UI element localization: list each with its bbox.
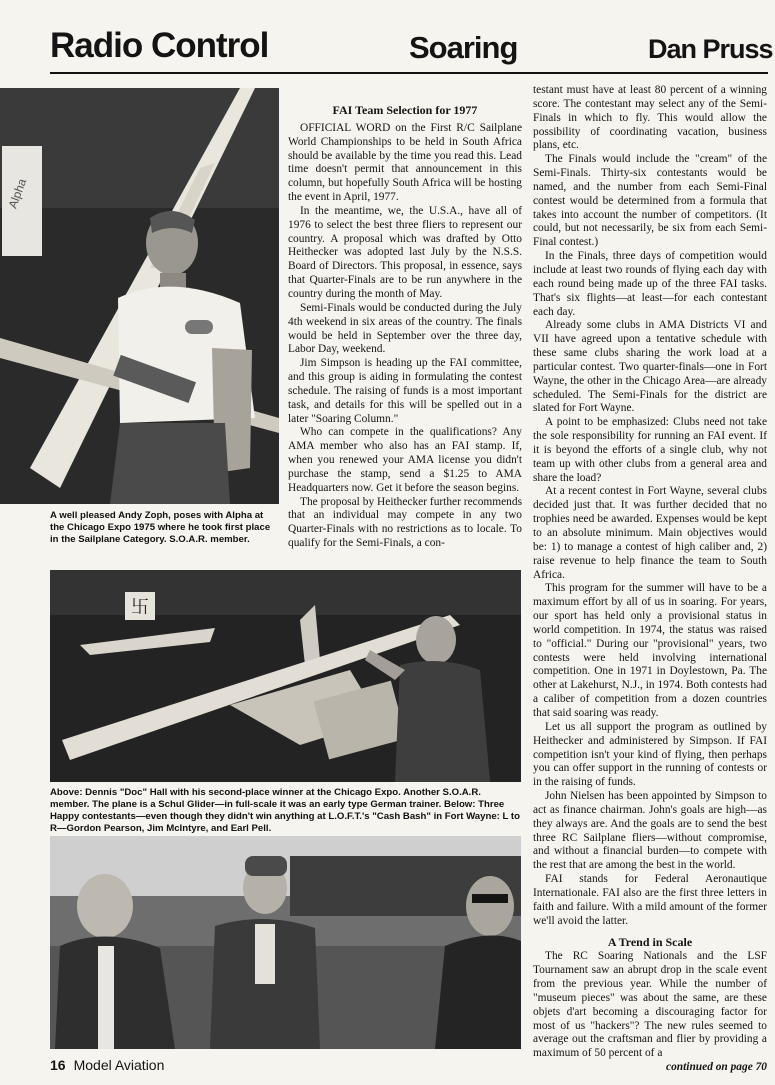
- topic-title: Soaring: [409, 30, 518, 65]
- paragraph: John Nielsen has been appointed by Simpson to act as finance chairman. John's goals are high—as they always are. And the goals are to send the best three RC Sailplane fliers—without compromise, and without a financial burden—to compete with the rest that are among the best in the world.: [533, 790, 767, 872]
- heading-trend-in-scale: A Trend in Scale: [607, 935, 693, 950]
- paragraph: Let us all support the program as outlined by Heithecker and administered by Simpson. If FAI competition isn't your kind of flying, then perhaps you can offer support in the running of contests or in the raising of funds.: [533, 720, 767, 789]
- photo-three-contestants: [50, 836, 521, 1049]
- paragraph: At a recent contest in Fort Wayne, several clubs decided just that. It was further decided that no trophies need be awarded. Expenses would be kept to an absolute minimum. Main objectives would be: 1) to manage a contest of high caliber and, 2) raise revenue to help finance the team to South Africa.: [533, 485, 767, 581]
- paragraph: Who can compete in the qualifications? Any AMA member who also has an FAI stamp. If, when you renewed your AMA license you didn't purchase the stamp, send a $1.25 to AMA Headquarters now. Get it before the season begins.: [288, 426, 522, 494]
- paragraph: OFFICIAL WORD on the First R/C Sailplane World Championships to be held in South Africa should be available by the time you read this. Lead time doesn't permit that announcement in this column, but hopefully South Africa will be hosting the event in April, 1977.: [288, 121, 522, 204]
- paragraph: Semi-Finals would be conducted during the July 4th weekend in six areas of the country. The finals would be held in September over the three day, Labor Day, weekend.: [288, 301, 522, 356]
- page-number: 16: [50, 1057, 66, 1073]
- svg-text:卐: 卐: [131, 597, 149, 618]
- caption-photo-1: A well pleased Andy Zoph, poses with Alpha at the Chicago Expo 1975 where he took first place in the Sailplane Category. S.O.A.R. member.: [50, 510, 271, 545]
- paragraph: FAI stands for Federal Aeronautique Internationale. FAI also are the first three letters in faith and failure. With a mild amount of the former we'll avoid the latter.: [533, 873, 767, 927]
- paragraph: The RC Soaring Nationals and the LSF Tournament saw an abrupt drop in the scale event from the previous year. While the number of "museum pieces" was about the same, are these objets d'art becoming a discouraging factor for most of us "hackers"? The new rules seemed to average out the craftsman and flier by providing a maximum of 50 percent of a: [533, 950, 767, 1060]
- paragraph: The Finals would include the "cream" of the Semi-Finals. Thirty-six contestants would be named, and the number from each Semi-Final contest would be determined from a formula that takes into account the number of competitors. (It could, but not necessarily, be six from each Semi-Final contest.): [533, 153, 767, 249]
- heading-fai-team-selection: FAI Team Selection for 1977: [332, 103, 478, 117]
- photo-doc-hall: [50, 570, 521, 782]
- author-name: Dan Pruss: [648, 34, 773, 64]
- paragraph: Jim Simpson is heading up the FAI committee, and this group is aiding in formulating the contest schedule. The raising of funds is a most important task, and details for this will be spelled out in a later "Soaring Column.": [288, 357, 522, 425]
- paragraph: testant must have at least 80 percent of a winning score. The contestant may select any of the Semi-Finals in which to fly. This would allow the possibility of coordinating vacation, business plans, etc.: [533, 84, 767, 152]
- svg-text:Alpha: Alpha: [5, 176, 30, 211]
- section-title: Radio Control: [50, 26, 269, 65]
- caption-photo-2: Above: Dennis "Doc" Hall with his second-place winner at the Chicago Expo. Another S.O.A.R. member. The plane is a Schul Glider—in full-scale it was an early type German trainer. Below: Three Happy contestants—even though they didn't win anything at L.O.F.T.'s "Cash Bash" in Fort Wayne: L to R—Gordon Pearson, Jim McIntyre, and Earl Pell.: [50, 787, 520, 834]
- magazine-name: Model Aviation: [73, 1057, 165, 1073]
- article-column-1: [288, 104, 522, 551]
- paragraph: A point to be emphasized: Clubs need not take the sole responsibility for running an FAI event. If it is beyond the efforts of a single club, why not team up with other clubs from a general area and share the load?: [533, 416, 767, 484]
- header-rule: [50, 72, 768, 74]
- paragraph: Already some clubs in AMA Districts VI and VII have agreed upon a tentative schedule with these same clubs sharing the work load at a particular contest. Two quarter-finals—one in Fort Wayne, the other in the Chicago Area—are already scheduled. The Semi-Finals for the district are slated for Fort Wayne.: [533, 319, 767, 415]
- page-footer: [50, 1057, 164, 1073]
- photo-andy-zoph: [0, 88, 279, 504]
- paragraph: In the Finals, three days of competition would include at least two rounds of flying each day with each round being made up of the three FAI tasks. That's six flights—at least—for each contestant each day.: [533, 250, 767, 318]
- paragraph: This program for the summer will have to be a maximum effort by all of us in soaring. For years, our sport has held only a provisional status in world competition. In 1974, the status was raised to "official." During our "provisional" years, two contests were held involving international competition. One in 1971 in Doylestown, Pa. The other at Lakehurst, N.J., in 1974. Both contests had a caliber of competition from a dozen countries that said soaring was ready.: [533, 582, 767, 719]
- paragraph: The proposal by Heithecker further recommends that an individual may compete in any two Quarter-Finals with no restrictions as to locale. To qualify for the Semi-Finals, a con-: [288, 495, 522, 550]
- article-column-2: [533, 84, 767, 1075]
- paragraph: In the meantime, we, the U.S.A., have all of 1976 to select the best three fliers to represent our country. A proposal which was drafted by Otto Heithecker was adopted last July by the N.S.S. Board of Directors. This proposal, in essence, says that Quarter-Finals are to be run anywhere in the country during the month of May.: [288, 204, 522, 300]
- continued-note: continued on page 70: [666, 1061, 767, 1074]
